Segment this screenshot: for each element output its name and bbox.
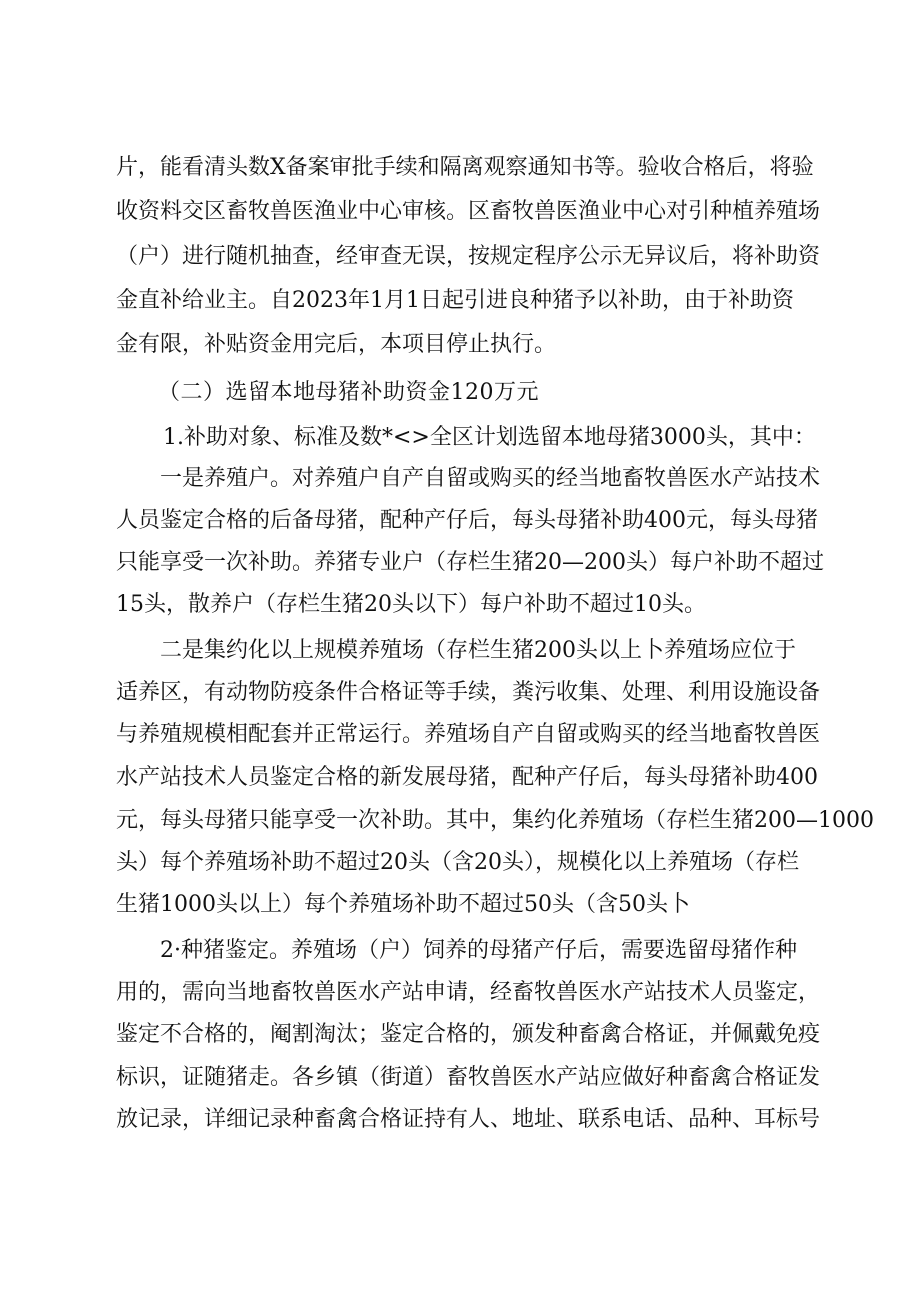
- text-line: [0, 636, 920, 666]
- line-text: 放记录，详细记录种畜禽合格证持有人、地址、联系电话、品种、耳标号: [116, 1107, 821, 1132]
- line-text: 人员鉴定合格的后备母猪，配种产仔后，每头母猪补助400元，每头母猪: [116, 508, 818, 533]
- line-text: 金有限，补贴资金用完后，本项目停止执行。: [116, 332, 557, 357]
- text-line: [0, 423, 920, 453]
- text-line: [0, 936, 920, 966]
- line-text: 生猪1000头以上）每个养殖场补助不超过50头（含50头卜: [116, 892, 690, 917]
- text-line: [0, 197, 920, 227]
- text-line: [0, 464, 920, 494]
- text-line: [0, 153, 920, 183]
- line-text: 标识，证随猪走。各乡镇（街道）畜牧兽医水产站应做好种畜禽合格证发: [116, 1065, 821, 1090]
- line-text: 二是集约化以上规模养殖场（存栏生猪200头以上卜养殖场应位于: [160, 638, 796, 663]
- text-line: [0, 1063, 920, 1093]
- line-text: 只能享受一次补助。养猪专业户（存栏生猪20—200头）每户补助不超过: [116, 550, 824, 575]
- line-text: 水产站技术人员鉴定合格的新发展母猪，配种产仔后，每头母猪补助400: [116, 765, 818, 790]
- line-text: 一是养殖户。对养殖户自产自留或购买的经当地畜牧兽医水产站技术: [160, 466, 821, 491]
- line-text: 元，每头母猪只能享受一次补助。其中，集约化养殖场（存栏生猪200—1000: [116, 808, 874, 833]
- text-line: [0, 978, 920, 1008]
- line-text: 片，能看清头数X备案审批手续和隔离观察通知书等。验收合格后，将验: [116, 155, 814, 180]
- line-text: 1.补助对象、标准及数*<>全区计划选留本地母猪3000头，其中：: [163, 425, 816, 450]
- text-line: [0, 678, 920, 708]
- text-line: [0, 506, 920, 536]
- text-line: [0, 330, 920, 360]
- text-line: [0, 763, 920, 793]
- line-text: 用的，需向当地畜牧兽医水产站申请，经畜牧兽医水产站技术人员鉴定，: [116, 980, 821, 1005]
- text-line: [0, 848, 920, 878]
- line-text: 与养殖规模相配套并正常运行。养殖场自产自留或购买的经当地畜牧兽医: [116, 722, 821, 747]
- section-heading-text: （二）选留本地母猪补助资金120万元: [158, 380, 539, 405]
- line-text: 2·种猪鉴定。养殖场（户）饲养的母猪产仔后，需要选留母猪作种: [160, 938, 797, 963]
- text-line: [0, 242, 920, 272]
- text-line: [0, 548, 920, 578]
- text-line: [0, 286, 920, 316]
- section-heading: [0, 378, 920, 408]
- line-text: 15头，散养户（存栏生猪20头以下）每户补助不超过10头。: [116, 592, 706, 617]
- text-line: [0, 890, 920, 920]
- line-text: 适养区，有动物防疫条件合格证等手续，粪污收集、处理、利用设施设备: [116, 680, 821, 705]
- line-text: （户）进行随机抽查，经审查无误，按规定程序公示无异议后，将补助资: [116, 244, 821, 269]
- line-text: 收资料交区畜牧兽医渔业中心审核。区畜牧兽医渔业中心对引种植养殖场: [116, 199, 821, 224]
- text-line: [0, 806, 920, 836]
- text-line: [0, 1105, 920, 1135]
- text-line: [0, 720, 920, 750]
- text-line: [0, 1020, 920, 1050]
- line-text: 金直补给业主。自2023年1月1日起引进良种猪予以补助，由于补助资: [116, 288, 794, 313]
- line-text: 鉴定不合格的，阉割淘汰；鉴定合格的，颁发种畜禽合格证，并佩戴免疫: [116, 1022, 821, 1047]
- text-line: [0, 590, 920, 620]
- line-text: 头）每个养殖场补助不超过20头（含20头），规模化以上养殖场（存栏: [116, 850, 799, 875]
